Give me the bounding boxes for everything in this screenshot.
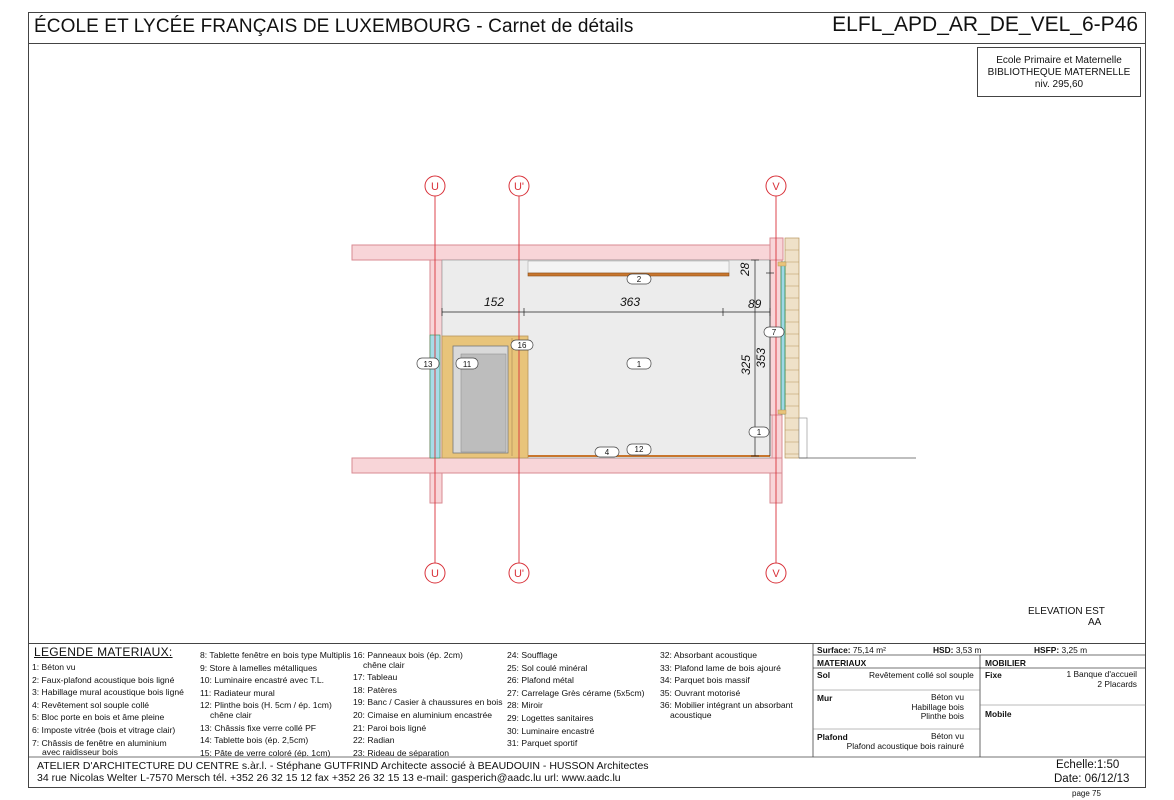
tag-7: 7 (771, 328, 777, 337)
location-line-3: niv. 295,60 (1034, 79, 1084, 90)
dim-353: 353 (754, 347, 768, 368)
tag-2: 2 (636, 275, 642, 284)
sol-label: Sol (817, 670, 831, 680)
mur-value: Habillage bois (911, 701, 964, 712)
tag-1-right: 1 (756, 428, 762, 437)
plafond-values (847, 732, 964, 751)
legend-item: 8: Tablette fenêtre en bois type Multiplis (200, 650, 351, 660)
legend-item: 34: Parquet bois massif (660, 675, 750, 686)
legend-item: 6: Imposte vitrée (bois et vitrage clair) (32, 724, 176, 735)
dim-152: 152 (484, 295, 505, 309)
hsfp-label: HSFP: (1034, 645, 1060, 655)
tag-1-center: 1 (636, 360, 642, 369)
footer-contact: 34 rue Nicolas Welter L-7570 Mersch tél. +352 26 32 15 12 fax +352 26 32 15 13 e-mail: gasperich@aadc.lu url: www.aadc.lu (37, 772, 621, 784)
axis-label-u-bottom: U (431, 568, 439, 580)
tag-16: 16 (517, 341, 527, 350)
axis-label-u2-bottom: U' (513, 568, 525, 580)
mur-value: Plinthe bois (920, 711, 964, 721)
axis-label-v-top: V (772, 181, 780, 193)
info-hsfp (1034, 645, 1087, 655)
legend-item: 23: Rideau de séparation (353, 747, 450, 758)
legend-item-cont: avec raidisseur bois (42, 747, 118, 758)
document-title: ÉCOLE ET LYCÉE FRANÇAIS DE LUXEMBOURG - Carnet de détails (34, 16, 634, 37)
legend-item: 36: Mobilier intégrant un absorbant (660, 700, 793, 711)
mobile-label: Mobile (985, 709, 1012, 719)
legend-item: 12: Plinthe bois (H. 5cm / ép. 1cm) (200, 700, 332, 711)
fixe-value: 1 Banque d'accueil (1066, 669, 1137, 679)
legend-item: 10: Luminaire encastré avec T.L. (200, 675, 325, 686)
materiaux-header: MATERIAUX (817, 658, 867, 668)
sol-value: Revêtement collé sol souple (869, 670, 974, 680)
legend-item: 14: Tablette bois (ép. 2,5cm) (200, 735, 309, 746)
legend-item: 16: Panneaux bois (ép. 2cm) (353, 650, 463, 660)
legend-item: 29: Logettes sanitaires (507, 712, 594, 723)
info-surface (817, 645, 886, 655)
plafond-value: Béton vu (930, 731, 964, 741)
scale-label: Echelle:1:50 (1056, 759, 1120, 771)
legend-item-cont: acoustique (670, 709, 712, 720)
legend-item: 24: Soufflage (507, 650, 558, 660)
legend-title: LEGENDE MATERIAUX: (34, 645, 173, 659)
fixe-label: Fixe (985, 670, 1002, 680)
mobilier-header: MOBILIER (985, 658, 1026, 668)
legend-item: 3: Habillage mural acoustique bois ligné (32, 687, 184, 698)
location-line-2: BIBLIOTHEQUE MATERNELLE (987, 67, 1131, 78)
legend-item: 11: Radiateur mural (200, 687, 275, 698)
page-number: page 75 (1072, 789, 1101, 798)
legend-item: 18: Patères (353, 684, 397, 695)
legend-item: 15: Pâte de verre coloré (ép. 1cm) (200, 747, 331, 758)
legend-item: 19: Banc / Casier à chaussures en bois (353, 697, 503, 708)
legend-item: 20: Cimaise en aluminium encastrée (353, 709, 492, 720)
axis-label-u2-top: U' (513, 181, 525, 193)
legend-item: 28: Miroir (507, 700, 543, 711)
tag-11: 11 (462, 360, 472, 369)
mur-value: Béton vu (930, 692, 964, 702)
hsd-value: 3,53 m (955, 645, 982, 655)
dim-325: 325 (739, 354, 753, 375)
elevation-code: AA (1088, 617, 1102, 628)
legend-item: 32: Absorbant acoustique (660, 650, 757, 660)
info-hsd (933, 645, 981, 655)
plafond-value: Plafond acoustique bois rainuré (846, 740, 964, 751)
dim-28: 28 (738, 262, 752, 276)
fixe-values (1066, 670, 1137, 689)
legend-item: 13: Châssis fixe verre collé PF (200, 722, 317, 733)
legend-item: 27: Carrelage Grès cérame (5x5cm) (507, 687, 645, 698)
legend-item: 7: Châssis de fenêtre en aluminium (32, 737, 167, 748)
mur-values (911, 693, 964, 722)
hsd-label: HSD: (933, 645, 954, 655)
legend-item: 26: Plafond métal (507, 675, 574, 686)
legend-item: 22: Radian (353, 735, 395, 746)
axis-label-v-bottom: V (772, 568, 780, 580)
legend-item: 2: Faux-plafond acoustique bois ligné (32, 674, 175, 685)
dim-363: 363 (620, 295, 641, 309)
location-line-1: Ecole Primaire et Maternelle (996, 55, 1122, 66)
dim-89: 89 (748, 297, 762, 311)
tag-13: 13 (423, 360, 433, 369)
footer-company: ATELIER D'ARCHITECTURE DU CENTRE s.àr.l. - Stéphane GUTFRIND Architecte associé à BEAUDOUIN - HUSSON Architectes (37, 760, 649, 772)
legend-item: 21: Paroi bois ligné (353, 722, 427, 733)
tag-4: 4 (604, 448, 610, 457)
legend-item-cont: chêne clair (363, 659, 405, 670)
axis-label-u-top: U (431, 181, 439, 193)
surface-label: Surface: (817, 645, 851, 655)
plafond-label: Plafond (817, 732, 848, 742)
legend-item-cont: chêne clair (210, 709, 252, 720)
surface-value: 75,14 m² (852, 645, 886, 655)
hsfp-value: 3,25 m (1061, 645, 1088, 655)
legend-item: 33: Plafond lame de bois ajouré (660, 662, 781, 673)
mur-label: Mur (817, 693, 833, 703)
legend-item: 1: Béton vu (32, 662, 76, 672)
elevation-label: ELEVATION EST (1028, 606, 1105, 617)
tag-12: 12 (634, 445, 644, 454)
legend-item: 4: Revêtement sol souple collé (32, 699, 150, 710)
legend-item: 9: Store à lamelles métalliques (200, 662, 318, 673)
legend-item: 25: Sol coulé minéral (507, 662, 588, 673)
legend-item: 30: Luminaire encastré (507, 725, 595, 736)
document-code: ELFL_APD_AR_DE_VEL_6-P46 (832, 13, 1138, 36)
legend-item: 17: Tableau (353, 672, 398, 683)
legend-item: 5: Bloc porte en bois et âme pleine (32, 712, 165, 723)
date-label: Date: 06/12/13 (1054, 773, 1130, 785)
fixe-value: 2 Placards (1097, 678, 1137, 689)
legend-item: 31: Parquet sportif (507, 738, 578, 749)
legend-item: 35: Ouvrant motorisé (660, 687, 741, 698)
